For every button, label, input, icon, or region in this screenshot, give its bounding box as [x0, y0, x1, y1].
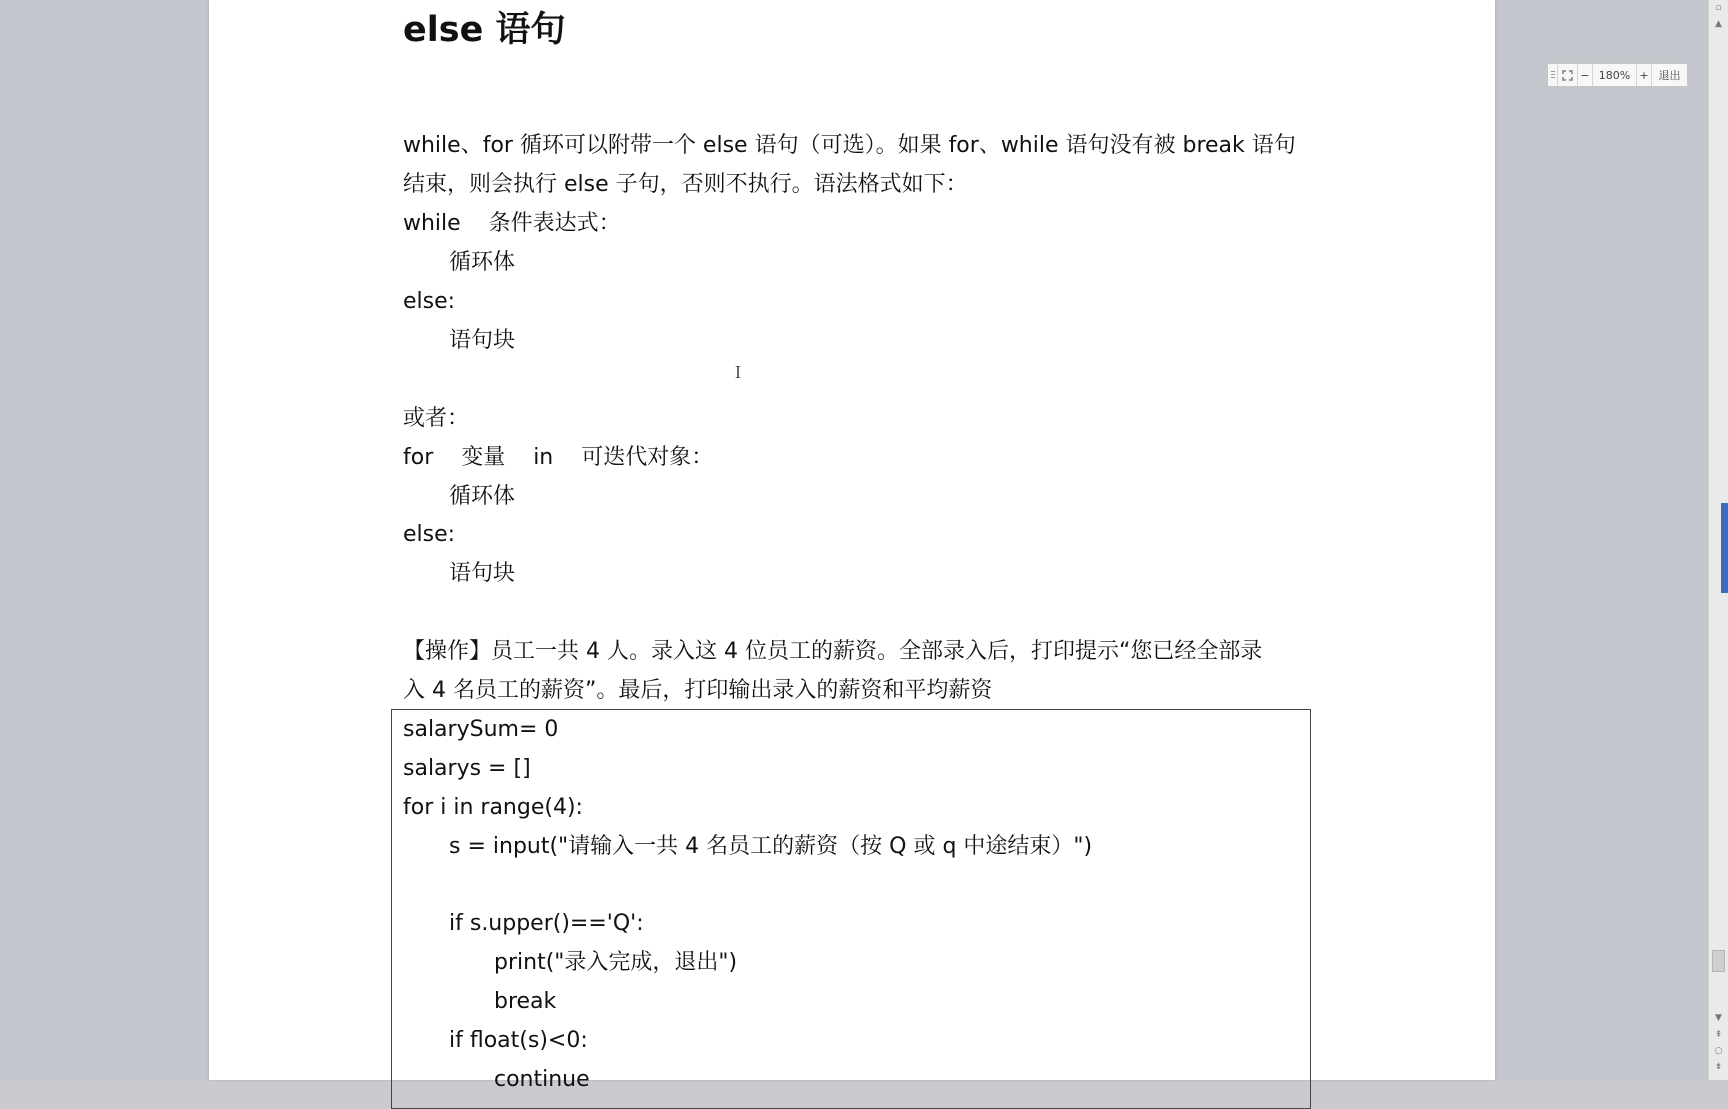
- select-browse-object-icon[interactable]: ○: [1714, 1046, 1723, 1056]
- next-page-icon[interactable]: ⇟: [1714, 1062, 1723, 1072]
- syntax-while-header: while 条件表达式：: [403, 211, 621, 236]
- zoom-level[interactable]: 180%: [1593, 64, 1637, 86]
- code-line: break: [494, 989, 557, 1014]
- task-line-2: 入 4 名员工的薪资”。最后，打印输出录入的薪资和平均薪资: [403, 678, 993, 703]
- syntax-while-else-block: 语句块: [449, 328, 516, 353]
- task-line-1: 【操作】员工一共 4 人。录入这 4 位员工的薪资。全部录入后，打印提示“您已经全部录: [403, 639, 1263, 664]
- code-line: s = input("请输入一共 4 名员工的薪资（按 Q 或 q 中途结束）"): [449, 834, 1093, 859]
- code-line: salarySum= 0: [403, 717, 559, 742]
- fit-page-icon[interactable]: [1558, 64, 1578, 86]
- zoom-out-button[interactable]: −: [1578, 64, 1593, 86]
- scroll-down-icon[interactable]: ▼: [1715, 1013, 1722, 1023]
- scroll-thumb[interactable]: [1712, 950, 1725, 972]
- previous-page-icon[interactable]: ⇞: [1714, 1030, 1723, 1040]
- syntax-while-body: 循环体: [449, 250, 516, 275]
- zoom-in-button[interactable]: +: [1637, 64, 1652, 86]
- text-cursor-icon: Ｉ: [730, 363, 747, 382]
- code-line: salarys = []: [403, 756, 531, 781]
- section-heading: else 语句: [403, 10, 566, 50]
- syntax-for-else: else:: [403, 522, 456, 547]
- document-page[interactable]: [209, 0, 1495, 1092]
- code-line: continue: [494, 1067, 590, 1092]
- drag-handle-icon[interactable]: [1548, 64, 1558, 86]
- syntax-while-else: else:: [403, 289, 456, 314]
- syntax-for-else-block: 语句块: [449, 561, 516, 586]
- scroll-up-icon[interactable]: ▲: [1715, 19, 1722, 29]
- exit-button[interactable]: 退出: [1658, 69, 1681, 82]
- code-line: for i in range(4):: [403, 795, 583, 820]
- code-line: print("录入完成，退出"): [494, 950, 738, 975]
- window-restore-icon[interactable]: ▫: [1715, 3, 1722, 13]
- side-panel-toggle[interactable]: [1721, 503, 1728, 593]
- syntax-for-body: 循环体: [449, 484, 516, 509]
- code-line: if float(s)<0:: [449, 1028, 588, 1053]
- code-line: if s.upper()=='Q':: [449, 911, 644, 936]
- or-label: 或者：: [403, 406, 470, 431]
- syntax-for-header: for 变量 in 可迭代对象：: [403, 445, 714, 470]
- zoom-toolbar: [1547, 63, 1688, 87]
- intro-line-1: while、for 循环可以附带一个 else 语句（可选）。如果 for、while 语句没有被 break 语句: [403, 133, 1296, 158]
- intro-line-2: 结束，则会执行 else 子句，否则不执行。语法格式如下：: [403, 172, 968, 197]
